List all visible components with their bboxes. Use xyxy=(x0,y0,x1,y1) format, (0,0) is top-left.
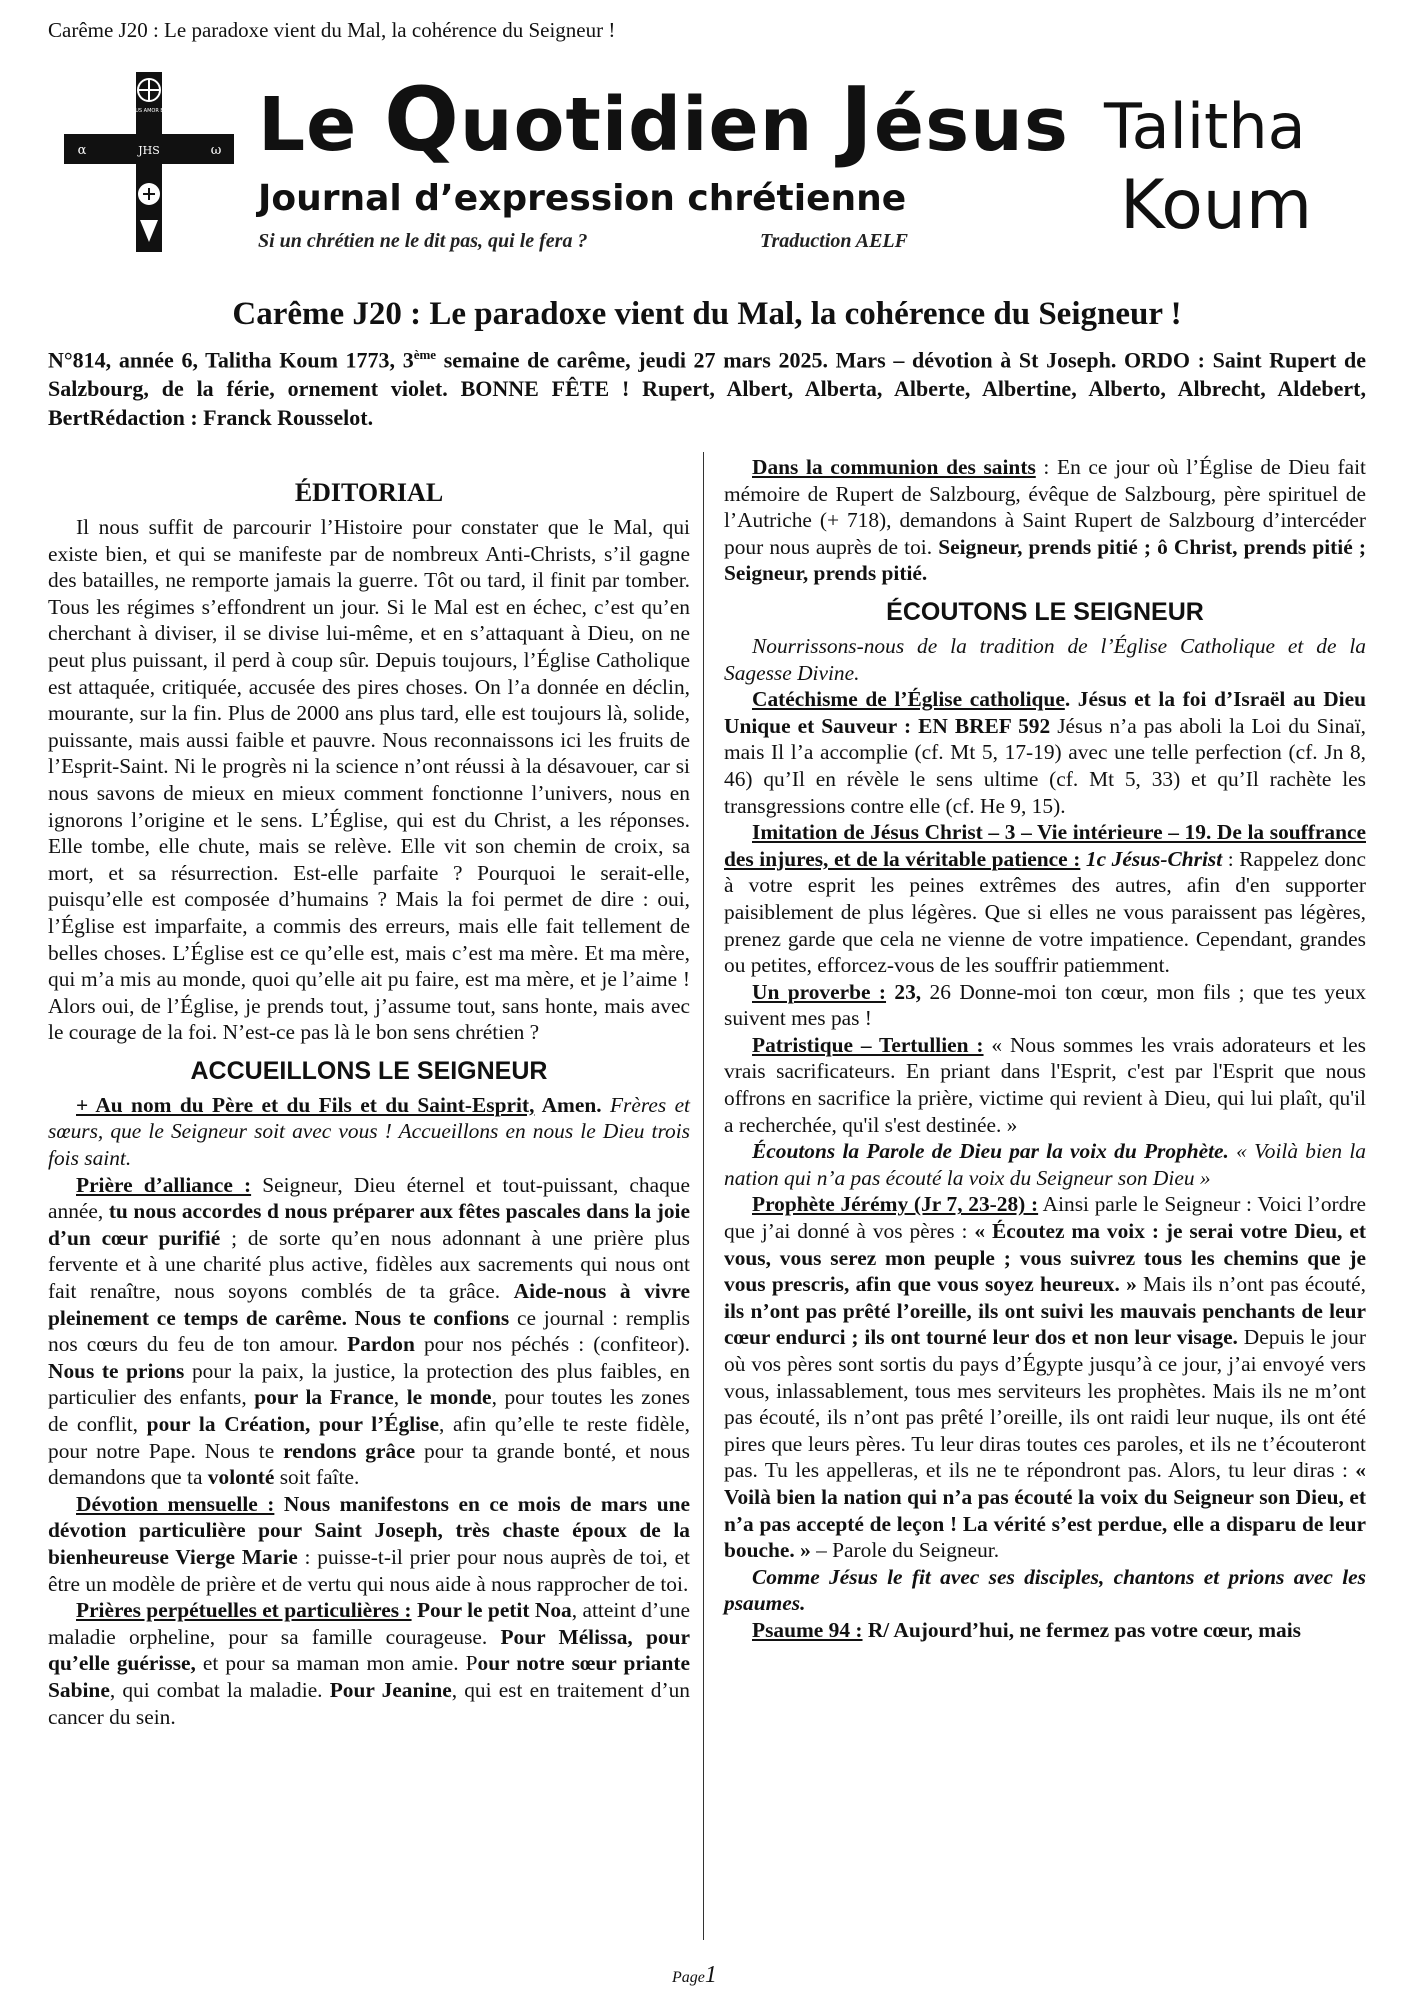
prophete-jeremie: Prophète Jérémy (Jr 7, 23-28) : Ainsi parle le Seigneur : Voici l’ordre que j’ai donné à vos pères : « Écoutez ma voix : je serai votre Dieu, et vous, vous serez mon peuple ; vous suivrez tous les chemins que je vous prescris, afin que vous soyez heureux. » Mais ils n’ont pas écouté, ils n’ont pas prêté l’oreille, ils ont suivi les mauvais penchants de leur cœur endurci ; ils ont tourné leur dos et non leur visage. Depuis le jour où vos pères sont sortis du pays d’Égypte jusqu’à ce jour, j’ai envoyé vers vous, inlassablement, tous mes serviteurs les prophètes. Mais ils ne m’ont pas écouté, ils n’ont pas prêté l’oreille, ils ont raidi leur nuque, ils ont été pires que leurs pères. Tu leur diras toutes ces paroles, et ils ne t’écouteront pas. Tu les appelleras, et ils ne te répondront pas. Alors, tu leur diras : « Voilà bien la nation qui n’a pas écouté la voix du Seigneur son Dieu, et n’a pas accepté de leçon ! La vérité s’est perdue, elle a disparu de leur bouche. » – Parole du Seigneur. xyxy=(724,1192,1366,1563)
proverbe: Un proverbe : 23, 26 Donne-moi ton cœur, mon fils ; que tes yeux suivent mes pas ! xyxy=(724,979,1367,1031)
prieres-perpetuelles: Prières perpétuelles et particulières : Pour le petit Noa, atteint d’une maladie orpheline, pour sa famille courageuse. Pour Mélissa, pour qu’elle guérisse, et pour sa maman mon amie. Pour notre sœur priante Sabine, qui combat la maladie. Pour Jeanine, qui est en traitement d’un cancer du sein. xyxy=(48,1598,691,1729)
masthead xyxy=(0,60,1414,270)
catechisme: Catéchisme de l’Église catholique. Jésus et la foi d’Israël au Dieu Unique et Sauveur : EN BREF 592 Jésus n’a pas aboli la Loi du Sinaï, mais Il l’a accomplie (cf. Mt 5, 17-19) avec une telle perfection (cf. Jn 8, 46) qu’Il en révèle le sens ultime (cf. Mt 5, 33) et qu’Il rachète les transgressions contre elle (cf. He 9, 15). xyxy=(724,687,1366,818)
accueillons-heading: ACCUEILLONS LE SEIGNEUR xyxy=(190,1056,548,1085)
talitha-koum-logo xyxy=(1100,78,1370,248)
page-headline: Carême J20 : Le paradoxe vient du Mal, la cohérence du Seigneur ! xyxy=(232,296,1182,332)
chantons-intro: Comme Jésus le fit avec ses disciples, chantons et prions avec les psaumes. xyxy=(724,1564,1366,1616)
devotion-mensuelle: Dévotion mensuelle : Nous manifestons en ce mois de mars une dévotion particulière pour Saint Joseph, très chaste époux de la bienheureuse Vierge Marie : puisse-t-il prier pour nous auprès de toi, et être un modèle de prière et de vertu qui nous aide à nous rapprocher de toi. xyxy=(48,1491,691,1596)
ecoutons-intro: Nourrissons-nous de la tradition de l’Église Catholique et de la Sagesse Divine. xyxy=(724,633,1366,685)
cross-top-text: DEUS AMOR EST xyxy=(128,108,170,114)
left-column xyxy=(48,468,690,1730)
omega-glyph: ω xyxy=(210,143,222,158)
alpha-glyph: α xyxy=(77,143,87,158)
running-head: Carême J20 : Le paradoxe vient du Mal, la cohérence du Seigneur ! xyxy=(48,18,616,42)
translation-credit: Traduction AELF xyxy=(760,230,908,252)
imitation: Imitation de Jésus Christ – 3 – Vie intérieure – 19. De la souffrance des injures, et de la véritable patience : 1c Jésus-Christ : Rappelez donc à votre esprit les peines extrêmes des autres, afin d'en supporter paisiblement de plus légères. Que si elles ne vous paraissent pas légères, prenez garde que cela ne vienne de votre impatience. Cependant, grandes ou petites, efforcez-vous de les souffrir patiemment. xyxy=(724,820,1366,978)
newspaper-title: Le Quotidien Jésus xyxy=(258,68,1069,171)
editorial-text: Il nous suffit de parcourir l’Histoire pour constater que le Mal, qui existe bien, et qui se manifeste par de nombreux Anti-Christs, s’il gagne des batailles, ne remporte jamais la guerre. Tôt ou tard, il finit par tomber. Tous les régimes s’effondrent un jour. Si le Mal est en échec, c’est qu’en cherchant à diviser, il se divise lui-même, et en s’attaquant à Dieu, on ne peut plus puissant, il perd à coup sûr. Depuis toujours, l’Église Catholique est attaquée, critiquée, accusée des pires choses. On l’a donnée en déclin, mourante, sur la fin. Plus de 2000 ans plus tard, elle est toujours là, solide, puissante, mais aussi faible et pauvre. Nous reconnaissons ici les fruits de l’Esprit-Saint. Ni le progrès ni la science n’ont réussi à la désavouer, car si nous savons de mieux en mieux comment fonctionne l’univers, nous en ignorons l’origine et le sens. L’Église, qui est du Christ, a les réponses. Elle tombe, elle chute, mais se relève. Elle vit son chemin de croix, sa mort, et sa résurrection. Est-elle parfaite ? Pourquoi le serait-elle, puisqu’elle est composée d’humains ? Mais la foi permet de dire : oui, l’Église est imparfaite, a commis des erreurs, mais elle fait tellement de belles choses. L’Église est ce qu’elle est, mais c’est ma mère. Et ma mère, qui m’a mis au monde, quoi qu’elle ait pu faire, est ma mère, et je l’aime ! Alors oui, de l’Église, je prends tout, j’assume tout, sans honte, mais avec le courage de la foi. N’est-ce pas là le bon sens chrétien ? xyxy=(48,515,690,1045)
psaume: Psaume 94 : R/ Aujourd’hui, ne fermez pas votre cœur, mais xyxy=(752,1617,1302,1642)
patristique: Patristique – Tertullien : « Nous sommes les vrais adorateurs et les vrais sacrificateurs. En priant dans l'Esprit, c'est par l'Esprit que nous offrons en sacrifice la prière, victime qui revient à Dieu, qui lui plaît, qu'il a recherchée, qu'il s'est destinée. » xyxy=(724,1032,1366,1137)
page-number: Page1 xyxy=(672,1962,717,1988)
tagline: Si un chrétien ne le dit pas, qui le fera ? Traduction AELF xyxy=(258,230,908,252)
cross-logo xyxy=(64,72,234,252)
column-divider xyxy=(703,452,704,1940)
priere-alliance: Prière d’alliance : Seigneur, Dieu éternel et tout-puissant, chaque année, tu nous accordes d nous préparer aux fêtes pascales dans la joie d’un cœur purifié ; de sorte qu’en nous adonnant à une prière plus fervente et à une charité plus active, fidèles aux sacrements qui nous ont fait renaître, nous soyons comblés de ta grâce. Aide-nous à vivre pleinement ce temps de carême. Nous te confions ce journal : remplis nos cœurs du feu de ton amour. Pardon pour nos péchés : (confiteor). Nous te prions pour la paix, la justice, la protection des plus faibles, en particulier des enfants, pour la France, le monde, pour toutes les zones de conflit, pour la Création, pour l’Église, afin qu’elle te reste fidèle, pour notre Pape. Nous te rendons grâce pour ta grande bonté, et nous demandons que ta volonté soit faîte. xyxy=(48,1172,691,1490)
right-column xyxy=(724,454,1366,1644)
newspaper-subtitle: Journal d’expression chrétienne xyxy=(258,178,907,219)
svg-text:Talitha: Talitha xyxy=(1104,90,1306,163)
issue-info: N°814, année 6, Talitha Koum 1773, 3ème semaine de carême, jeudi 27 mars 2025. Mars – dévotion à St Joseph. ORDO : Saint Rupert de Salzbourg, de la férie, ornement violet. BONNE FÊTE ! Rupert, Albert, Alberta, Alberte, Albertine, Alberto, Albrecht, Aldebert, BertRédaction : Franck Rousselot. xyxy=(48,347,1366,431)
sign-of-cross: + Au nom du Père et du Fils et du Saint-Esprit, Amen. Frères et sœurs, que le Seigneur soit avec vous ! Accueillons en nous le Dieu trois fois saint. xyxy=(48,1092,691,1171)
ecoutons-heading: ÉCOUTONS LE SEIGNEUR xyxy=(886,597,1204,626)
editorial-heading: ÉDITORIAL xyxy=(294,478,444,507)
parole-intro: Écoutons la Parole de Dieu par la voix du Prophète. « Voilà bien la nation qui n’a pas écouté la voix du Seigneur son Dieu » xyxy=(724,1139,1366,1190)
communion-des-saints: Dans la communion des saints : En ce jour où l’Église de Dieu fait mémoire de Rupert de Salzbourg, évêque de Salzbourg, père spirituel de l’Autriche (+ 718), demandons à Saint Rupert de Salzbourg d’intercéder pour nous auprès de toi. Seigneur, prends pitié ; ô Christ, prends pitié ; Seigneur, prends pitié. xyxy=(724,455,1366,586)
ihs-monogram: JHS xyxy=(138,144,160,157)
svg-text:Koum: Koum xyxy=(1120,166,1313,245)
